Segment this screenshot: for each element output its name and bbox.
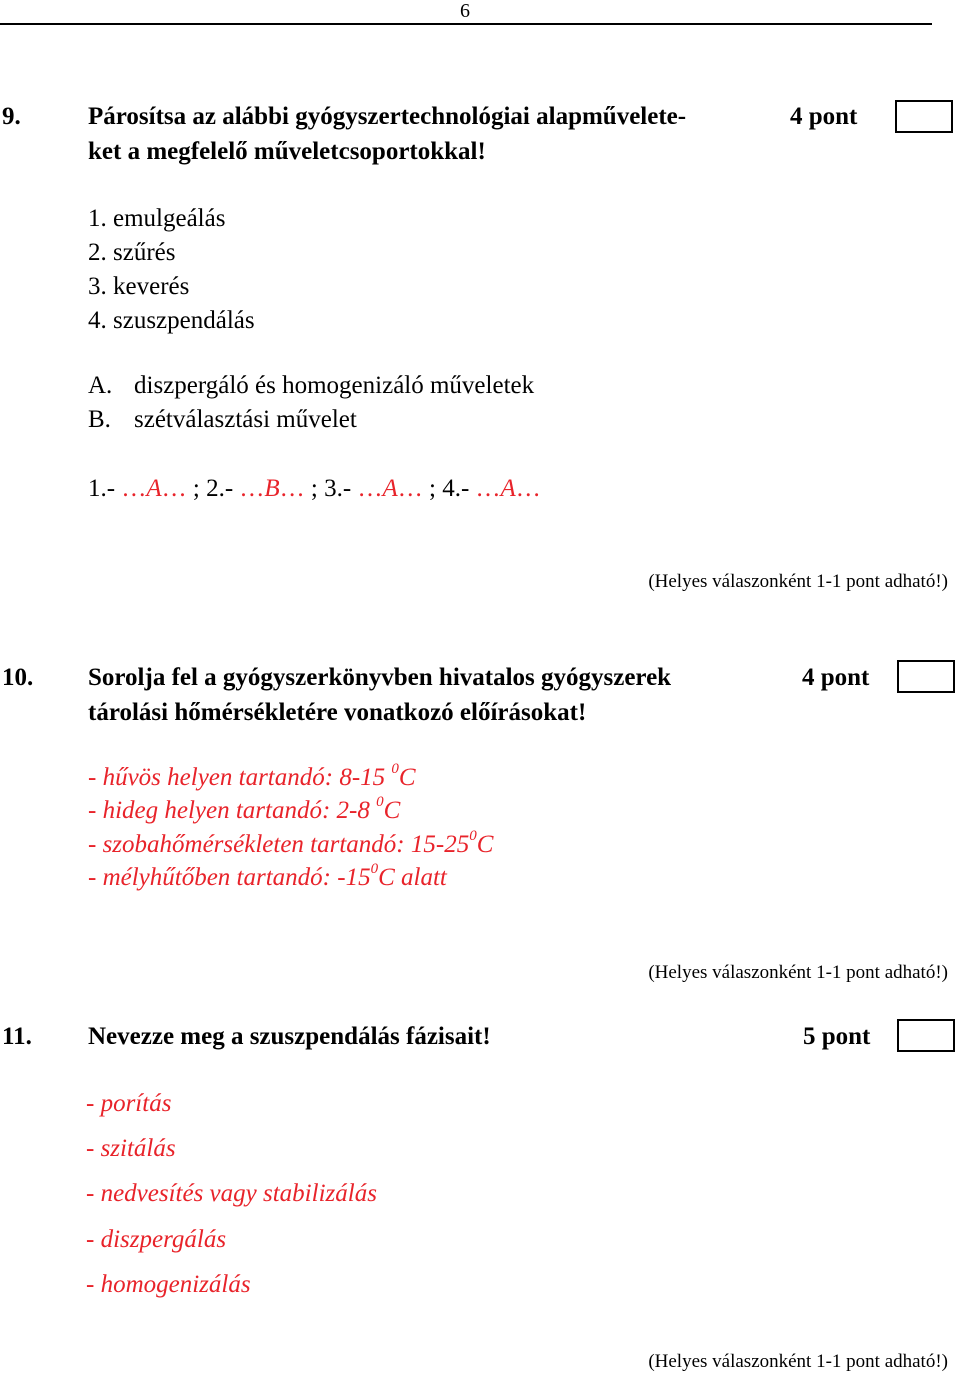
q11-answer: - nedvesítés vagy stabilizálás [86,1180,377,1207]
q9-text-line1: Párosítsa az alábbi gyógyszertechnológiai alapművelete- [88,103,687,130]
q9-scoring-note: (Helyes válaszonként 1-1 pont adható!) [648,571,948,592]
q11-points: 5 pont [803,1023,871,1050]
q10-answer [88,828,494,859]
answer-dots: … [279,475,305,502]
q11-answer: - diszpergálás [86,1226,227,1253]
answer-text: - szobahőmérsékleten tartandó: 15-25 [88,831,470,858]
q9-group-a-label: A. [88,372,113,399]
q9-group-b-label: B. [88,406,111,433]
answer-value: A [146,475,162,502]
q10-score-box[interactable] [897,660,955,693]
q9-group-a-text: diszpergáló és homogenizáló műveletek [134,372,535,399]
answer-sup: 0 [376,794,384,810]
q10-answer [88,794,401,825]
q9-item: 3. keverés [88,273,190,300]
answer-dots: … [239,475,265,502]
q11-text: Nevezze meg a szuszpendálás fázisait! [88,1023,491,1050]
q9-item: 4. szuszpendálás [88,307,255,334]
answer-dots: … [121,475,147,502]
answer-unit: C [383,797,401,824]
answer-value: A [500,475,516,502]
answer-text: - hűvös helyen tartandó: 8-15 [88,764,392,791]
q11-number: 11. [2,1023,32,1050]
answer-dots: … [515,475,541,502]
q10-answer [88,861,447,892]
answer-value: A [382,475,398,502]
q10-answer [88,761,416,792]
q11-answer: - porítás [86,1090,172,1117]
q9-score-box[interactable] [895,100,953,133]
q11-score-box[interactable] [897,1019,955,1052]
q10-points: 4 pont [802,664,870,691]
answer-unit: C [476,831,494,858]
q11-answer: - homogenizálás [86,1271,251,1298]
q9-text-line2: ket a megfelelő műveletcsoportokkal! [88,138,486,165]
answer-dots: … [397,475,423,502]
q10-text-line1: Sorolja fel a gyógyszerkönyvben hivatalos gyógyszerek [88,664,672,691]
answer-dots: … [475,475,501,502]
answer-unit: C alatt [378,864,447,891]
answer-prefix: 2.- [206,475,234,502]
answer-sup: 0 [370,861,379,877]
q9-number: 9. [2,103,21,130]
page-number: 6 [460,0,470,22]
answer-separator: ; [428,475,436,502]
answer-dots: … [161,475,187,502]
answer-separator: ; [192,475,200,502]
answer-sup: 0 [469,828,477,844]
q9-group-b-text: szétválasztási művelet [134,406,357,433]
header-rule [0,23,932,25]
answer-prefix: 3.- [324,475,352,502]
q11-answer: - szitálás [86,1135,176,1162]
answer-separator: ; [310,475,318,502]
q10-scoring-note: (Helyes válaszonként 1-1 pont adható!) [648,962,948,983]
answer-dots: … [357,475,383,502]
answer-text: - mélyhűtőben tartandó: -15 [88,864,371,891]
answer-unit: C [398,764,416,791]
answer-text: - hideg helyen tartandó: 2-8 [88,797,377,824]
answer-prefix: 4.- [442,475,470,502]
q9-item: 1. emulgeálás [88,205,226,232]
answer-value: B [264,475,280,502]
q9-item: 2. szűrés [88,239,176,266]
q9-points: 4 pont [790,103,858,130]
answer-sup: 0 [391,761,399,777]
q10-number: 10. [2,664,34,691]
answer-prefix: 1.- [88,475,116,502]
q9-answer-line [88,475,541,503]
q11-scoring-note: (Helyes válaszonként 1-1 pont adható!) [648,1351,948,1372]
q10-text-line2: tárolási hőmérsékletére vonatkozó előírásokat! [88,699,587,726]
